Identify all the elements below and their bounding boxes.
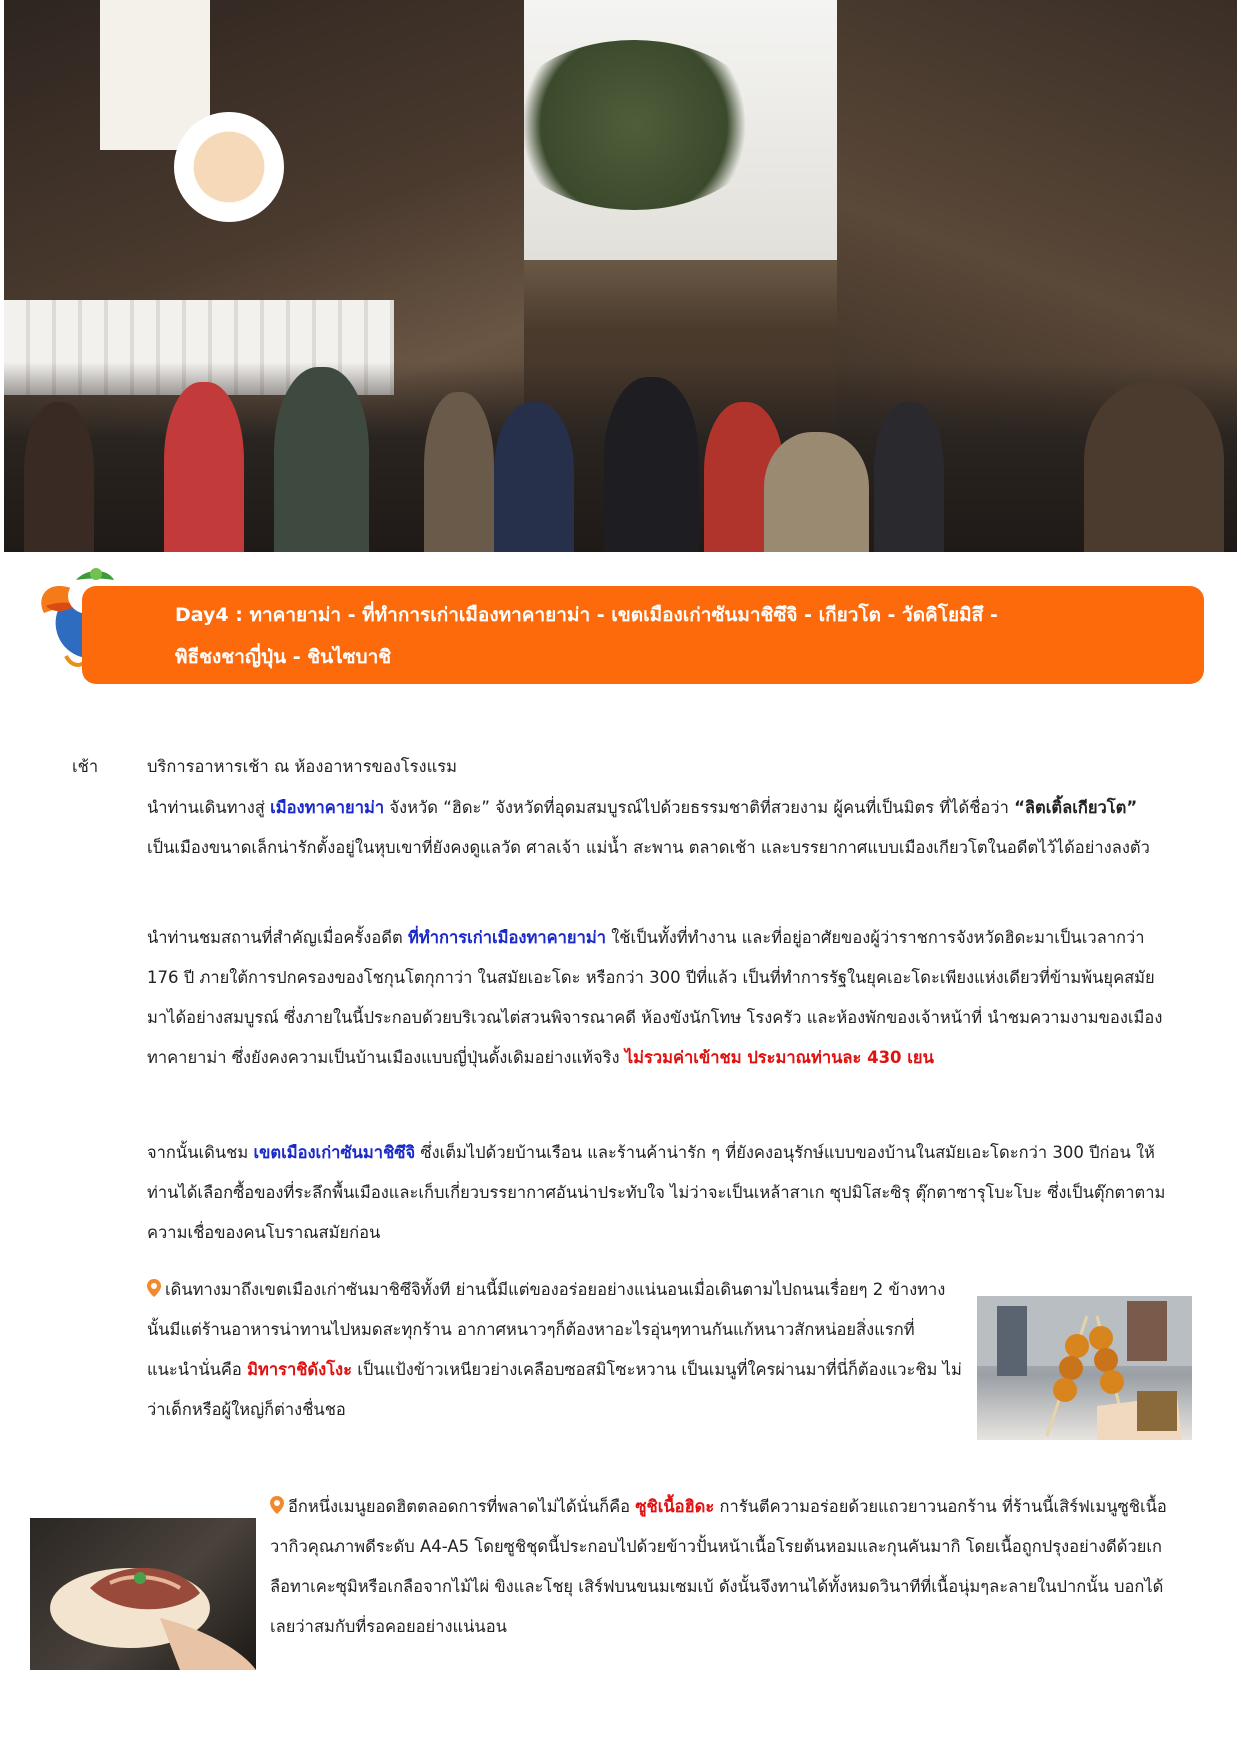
highlight-little-kyoto: “ลิตเติ้ลเกียวโต” xyxy=(1014,798,1138,817)
location-pin-icon xyxy=(270,1496,284,1514)
day-title-line2: พิธีชงชาญี่ปุ่น - ชินไซบาชิ xyxy=(175,646,392,668)
paragraph-jinya: นำท่านชมสถานที่สำคัญเมื่อครั้งอดีต ที่ทำการเก่าเมืองทาคายาม่า ใช้เป็นทั้งที่ทำงาน และที่อยู่อาศัยของผู้ว่าราชการจังหวัดฮิดะมาเป็นเวลากว่า 176 ปี ภายใต้การปกครองของโชกุนโตกุกาว่า ในสมัยเอะโดะ หรือกว่า 300 ปีที่แล้ว เป็นที่ทำการรัฐในยุคเอะโดะเพียงแห่งเดียวที่ข้ามพ้นยุคสมัยมาได้อย่างสมบูรณ์ ซึ่งภายในนี้ประกอบด้วยบริเวณไต่สวนพิจารณาคดี ห้องขังนักโทษ โรงครัว และห้องพักของเจ้าหน้าที่ นำชมความงามของเมืองทาคายาม่า ซึ่งยังคงความเป็นบ้านเมืองแบบญี่ปุ่นดั้งเดิมอย่างแท้จริง ไม่รวมค่าเข้าชม ประมาณท่านละ 430 เยน xyxy=(147,928,1163,1067)
location-pin-icon xyxy=(147,1279,161,1297)
paragraph-sanmachi: จากนั้นเดินชม เขตเมืองเก่าซันมาชิซึจิ ซึ่งเต็มไปด้วยบ้านเรือน และร้านค้าน่ารัก ๆ ที่ยังคงอนุรักษ์แบบของบ้านในสมัยเอะโดะกว่า 300 ปีก่อน ให้ท่านได้เลือกซื้อของที่ระลึกพื้นเมืองและเก็บเกี่ยวบรรยากาศอันน่าประทับใจ ไม่ว่าจะเป็นเหล้าสาเก ซุปมิโสะซิรุ ตุ๊กตาซารุโบะโบะ ซึ่งเป็นตุ๊กตาตามความเชื่อของคนโบราณสมัยก่อน xyxy=(147,1143,1166,1242)
highlight-sanmachi: เขตเมืองเก่าซันมาชิซึจิ xyxy=(253,1143,416,1162)
highlight-dango: มิทาราชิดังโงะ xyxy=(247,1360,352,1379)
tip-hida-beef-sushi: อีกหนึ่งเมนูยอดฮิตตลอดการที่พลาดไม่ได้นั่นก็คือ ซูชิเนื้อฮิดะ การันตีความอร่อยด้วยแถวยาวนอกร้าน ที่ร้านนี้เสิร์ฟเมนูซูชิเนื้อวากิวคุณภาพดีระดับ A4-A5 โดยซูชิชุดนี้ประกอบไปด้วยข้าวปั้นหน้าเนื้อโรยต้นหอมและกุนคันมากิ โดยเนื้อถูกปรุงอย่างดีด้วยเกลือทาเคะซุมิหรือเกลือจากไม้ไผ่ ขิงและโชยุ เสิร์ฟบนขนมเซมเบ้ ดังนั้นจึงทานได้ทั้งหมดวินาทีที่เนื้อนุ่มๆละลายในปากนั้น บอกได้เลยว่าสมกับที่รอคอยอย่างแน่นอน xyxy=(270,1497,1167,1636)
highlight-jinya: ที่ทำการเก่าเมืองทาคายาม่า xyxy=(407,928,606,947)
dango-photo xyxy=(977,1296,1192,1440)
highlight-takayama: เมืองทาคายาม่า xyxy=(270,798,385,817)
hida-beef-sushi-photo xyxy=(30,1518,256,1670)
day-title xyxy=(175,594,1175,678)
morning-label: เช้า xyxy=(72,757,99,776)
tip-dango: เดินทางมาถึงเขตเมืองเก่าซันมาชิซึจิทั้งที ย่านนี้มีแต่ของอร่อยอย่างแน่นอนเมื่อเดินตามไปถนนเรื่อยๆ 2 ข้างทางนั้นมีแต่ร้านอาหารน่าทานไปหมดสะทุกร้าน อากาศหนาวๆก็ต้องหาอะไรอุ่นๆทานกันแก้หนาวสักหน่อยสิ่งแรกที่แนะนำนั่นคือ มิทาราชิดังโงะ เป็นแป้งข้าวเหนียวย่างเคลือบซอสมิโซะหวาน เป็นเมนูที่ใครผ่านมาที่นี่ก็ต้องแวะชิม ไม่ว่าเด็กหรือผู้ใหญ่ก็ต่างชื่นชอ xyxy=(147,1280,962,1419)
highlight-admission-note: ไม่รวมค่าเข้าชม ประมาณท่านละ 430 เยน xyxy=(624,1048,934,1067)
breakfast-text: บริการอาหารเช้า ณ ห้องอาหารของโรงแรม xyxy=(147,757,457,776)
highlight-hida-sushi: ซูชิเนื้อฮิดะ xyxy=(635,1497,715,1516)
day-title-line1: Day4 : ทาคายาม่า - ที่ทำการเก่าเมืองทาคายาม่า - เขตเมืองเก่าซันมาชิซึจิ - เกียวโต - วัดคิโยมิสึ - xyxy=(175,604,998,626)
paragraph-takayama: นำท่านเดินทางสู่ เมืองทาคายาม่า จังหวัด “ฮิดะ” จังหวัดที่อุดมสมบูรณ์ไปด้วยธรรมชาติที่สวยงาม ผู้คนที่เป็นมิตร ที่ได้ชื่อว่า “ลิตเติ้ลเกียวโต” เป็นเมืองขนาดเล็กน่ารักตั้งอยู่ในหุบเขาที่ยังคงดูแลวัด ศาลเจ้า แม่น้ำ สะพาน ตลาดเช้า และบรรยากาศแบบเมืองเกียวโตในอดีตไว้ได้อย่างลงตัว xyxy=(147,798,1150,857)
hero-photo-takayama-street xyxy=(4,0,1237,552)
